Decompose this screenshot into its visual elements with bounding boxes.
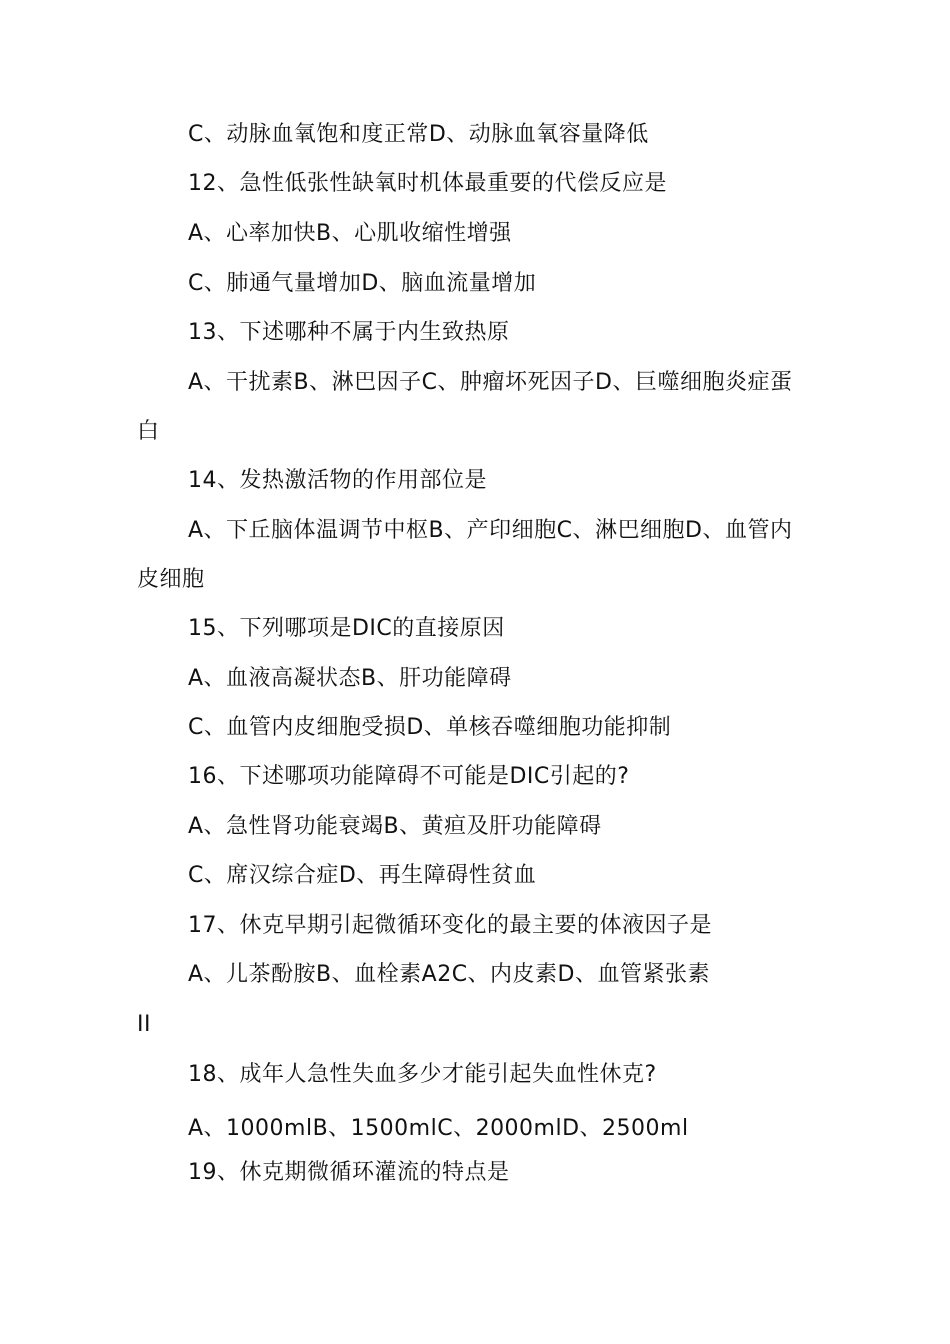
question-17-options: A、儿茶酚胺B、血栓素A2C、内皮素D、血管紧张素	[188, 962, 710, 987]
text-line-1: C、动脉血氧饱和度正常D、动脉血氧容量降低	[188, 122, 649, 147]
question-12: 12、急性低张性缺氧时机体最重要的代偿反应是	[188, 171, 667, 196]
question-15-options-ab: A、血液高凝状态B、肝功能障碍	[188, 666, 512, 691]
question-15-options-cd: C、血管内皮细胞受损D、单核吞噬细胞功能抑制	[188, 715, 672, 740]
question-13-options-continued: 白	[137, 419, 160, 444]
question-14-options: A、下丘脑体温调节中枢B、产印细胞C、淋巴细胞D、血管内	[188, 518, 793, 543]
question-14-options-continued: 皮细胞	[137, 567, 205, 592]
question-16: 16、下述哪项功能障碍不可能是DIC引起的?	[188, 764, 630, 789]
question-18: 18、成年人急性失血多少才能引起失血性休克?	[188, 1062, 657, 1087]
question-18-options: A、1000mlB、1500mlC、2000mlD、2500ml	[188, 1116, 689, 1141]
question-14: 14、发热激活物的作用部位是	[188, 468, 487, 493]
question-15: 15、下列哪项是DIC的直接原因	[188, 616, 505, 641]
question-19: 19、休克期微循环灌流的特点是	[188, 1160, 510, 1185]
question-12-options-cd: C、肺通气量增加D、脑血流量增加	[188, 271, 537, 296]
question-16-options-ab: A、急性肾功能衰竭B、黄疸及肝功能障碍	[188, 814, 602, 839]
question-17: 17、休克早期引起微循环变化的最主要的体液因子是	[188, 913, 712, 938]
question-17-options-continued: II	[137, 1012, 151, 1037]
question-13-options: A、干扰素B、淋巴因子C、肿瘤坏死因子D、巨噬细胞炎症蛋	[188, 370, 793, 395]
question-12-options-ab: A、心率加快B、心肌收缩性增强	[188, 221, 512, 246]
question-13: 13、下述哪种不属于内生致热原	[188, 320, 510, 345]
question-16-options-cd: C、席汉综合症D、再生障碍性贫血	[188, 863, 537, 888]
